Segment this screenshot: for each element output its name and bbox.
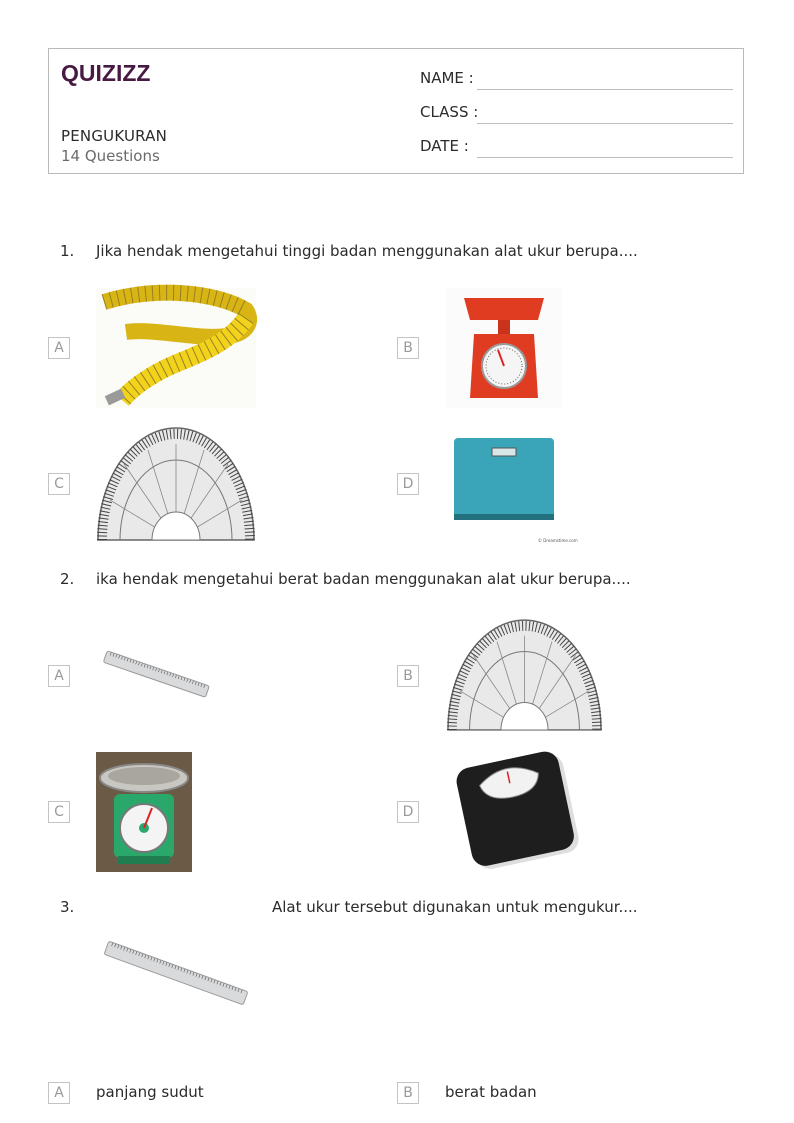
- name-label: NAME :: [420, 69, 474, 87]
- q2-option-c[interactable]: C: [48, 801, 70, 823]
- q1-option-a[interactable]: A: [48, 337, 70, 359]
- protractor-image: [96, 424, 256, 544]
- q1-option-b[interactable]: B: [397, 337, 419, 359]
- ruler-image: [96, 928, 256, 1018]
- question-3-text: Alat ukur tersebut digunakan untuk mengukur....: [272, 898, 638, 916]
- question-1-number: 1.: [60, 242, 75, 260]
- q2-option-a[interactable]: A: [48, 665, 70, 687]
- protractor-image: [446, 616, 603, 734]
- name-field[interactable]: [477, 89, 733, 90]
- question-1-text: Jika hendak mengetahui tinggi badan menggunakan alat ukur berupa....: [96, 242, 638, 260]
- dreamstime-watermark: © Dreamstime.com: [538, 538, 578, 543]
- date-field[interactable]: [477, 157, 733, 158]
- quizizz-logo: [61, 59, 153, 87]
- worksheet-title: PENGUKURAN: [61, 127, 168, 145]
- q3-option-a-text[interactable]: panjang sudut: [96, 1083, 204, 1101]
- q3-option-b-text[interactable]: berat badan: [445, 1083, 537, 1101]
- q1-option-c[interactable]: C: [48, 473, 70, 495]
- question-3-number: 3.: [60, 898, 75, 916]
- digital-bathroom-scale-image: [446, 424, 578, 546]
- class-label: CLASS :: [420, 103, 479, 121]
- logo-text: QUIZIZZ: [61, 60, 151, 86]
- kitchen-scale-image: [446, 288, 562, 408]
- analog-bathroom-scale-image: [446, 752, 592, 872]
- question-2-number: 2.: [60, 570, 75, 588]
- class-field[interactable]: [477, 123, 733, 124]
- dial-scale-image: [96, 752, 192, 872]
- q3-option-b[interactable]: B: [397, 1082, 419, 1104]
- q2-option-b[interactable]: B: [397, 665, 419, 687]
- worksheet-header: [48, 48, 744, 174]
- date-label: DATE :: [420, 137, 469, 155]
- measuring-tape-image: [96, 288, 256, 408]
- q1-option-d[interactable]: D: [397, 473, 419, 495]
- q3-option-a[interactable]: A: [48, 1082, 70, 1104]
- ruler-image: [96, 640, 216, 710]
- q2-option-d[interactable]: D: [397, 801, 419, 823]
- question-2-text: ika hendak mengetahui berat badan menggunakan alat ukur berupa....: [96, 570, 631, 588]
- question-count: 14 Questions: [61, 147, 160, 165]
